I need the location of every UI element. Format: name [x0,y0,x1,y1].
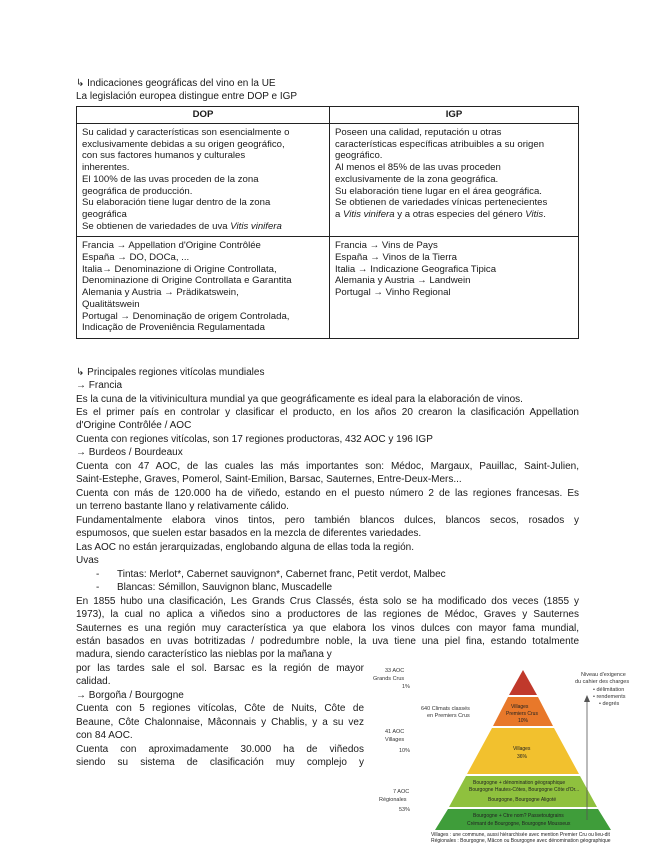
paragraph-line: Saint-Estephe, Graves, Pomerol, Saint-Emilion, Barsac, Sauternes, Entre-Deux-Mers... [76,474,462,485]
tier5-label-b: Crémant de Bourgogne, Bourgogne Mousseux [467,821,571,827]
paragraph-line: Beaune, Côte Chalonnaise, Mâconnais y Chablis, y a su vez [76,717,364,728]
legend-title-b: du cahier des charges [575,679,630,685]
tier2-label-c: 10% [518,718,529,724]
bullet-tintas: Tintas: Merlot*, Cabernet sauvignon*, Cabernet franc, Petit verdot, Malbec [117,569,446,580]
paragraph-line: con 84 AOC. [76,730,133,741]
paragraph-line: 1973), la cual no aplica a viñedos sino a productores de las regiones de Médoc, Graves y Sauternes [76,609,579,620]
bullet-dash: - [96,582,100,593]
label-grands-crus-count: 33 AOC [385,668,405,674]
dop-description-cell: Su calidad y características son esencialmente o exclusivamente debidas a su origen geográfico, con sus factores humanos y culturales inherentes. El 100% de las uvas proceden de la zona geográfica de producción. Su elaboración tiene lugar dentro de la zona geográfica Se obtienen de variedades de uva Vitis vinifera [77,124,330,237]
paragraph-line: Sauternes es una región muy característica ya que elabora los vinos dulces con mayor fama mundial, [76,623,579,634]
tier3-label-a: Villages [513,746,531,752]
tier4-label-c: Bourgogne, Bourgogne Aligoté [488,797,557,803]
bullet-blancas: Blancas: Sémillon, Sauvignon blanc, Muscadelle [117,582,333,593]
label-regionales: Régionales [379,797,407,803]
paragraph-line: Cuenta con regiones vitícolas, son 17 regiones productoras, 432 AOC y 196 IGP [76,434,433,445]
subheading-burdeos: → Burdeos / Bourdeaux [76,447,183,458]
tier5-label-a: Bourgogne + Ctre nom? Passetoutgrains [473,813,564,819]
paragraph-line: por las tardes sale el sol. Barsac es la región de mayor [76,663,364,674]
header-dop: DOP [77,107,330,124]
tier4-label-b: Bourgogne Hautes-Côtes, Bourgogne Côte d'Or... [469,787,580,793]
label-villages: Villages [385,737,405,743]
label-regionales-count: 7 AOC [393,789,410,795]
dop-igp-table [76,106,579,339]
heading-wine-regions: ↳ Principales regiones vitícolas mundiales [76,367,265,378]
legend-item-delimitation: • délimitation [593,687,625,693]
paragraph-line: Es la cuna de la vitivinicultura mundial ya que geográficamente es ideal para la elaboración de vinos. [76,394,523,405]
arrow-up-icon [584,695,590,702]
table-row [77,124,579,237]
label-regionales-share: 53% [399,807,411,813]
label-grands-crus: Grands Crus [373,676,405,682]
subheading-francia: → Francia [76,380,123,391]
label-premiers-crus-b: en Premiers Crus [427,713,470,719]
heading-geographic-indications: ↳ Indicaciones geográficas del vino en la UE [76,78,276,89]
tier2-label-a: Villages [511,704,529,710]
legend-item-rendements: • rendements [593,694,626,700]
paragraph-line: d'Origine Contrôlée / AOC [76,420,192,431]
label-grands-crus-share: 1% [402,684,410,690]
paragraph-line: Es el primer país en controlar y clasificar el producto, en los años 20 crearon la clasificación Appellation [76,407,579,418]
label-villages-count: 41 AOC [385,729,405,735]
legend-item-degres: • degrés [599,701,620,707]
paragraph-line: Cuenta con aproximadamente 30.000 ha de viñedos [76,744,364,755]
paragraph-line: Cuenta con 47 AOC, de las cuales las más importantes son: Médoc, Margaux, Pauillac, Saint-Julien, [76,461,579,472]
igp-names-cell: Francia → Vins de Pays España → Vinos de la Tierra Italia → Indicazione Geografica Tipica Alemania y Austria → Landwein Portugal → Vinho Regional [330,237,579,339]
subheading-borgona: → Borgoña / Bourgogne [76,690,184,701]
paragraph-line: están basados en uvas botritizadas / podredumbre noble, la uva tiene una piel fina, estando totalmente [76,636,579,647]
paragraph-line: Cuenta con 5 regiones vitícolas, Côte de Nuits, Côte de [76,703,364,714]
igp-description-cell: Poseen una calidad, reputación u otras características específicas atribuibles a su origen geográfico. Al menos el 85% de las uvas proceden exclusivamente de la zona geográfica. Su elaboración tiene lugar en el área geográfica. Se obtienen de variedades vínicas pertenecientes a Vitis vinifera y a otras especies del género Vitis. [330,124,579,237]
paragraph-line: espumosos, que suelen estar basados en la mezcla de diferentes variedades. [76,528,422,539]
paragraph-line: siendo su sistema de clasificación muy complejo y [76,757,364,768]
table-row [77,237,579,339]
subheading-dop-igp: La legislación europea distingue entre DOP e IGP [76,91,298,102]
paragraph-line: madura, siendo característico las nieblas por la mañana y [76,649,332,660]
header-igp: IGP [330,107,579,124]
footnote-villages: Villages : une commune, aussi hiérarchisée avec mention Premier Cru ou lieu-dit [431,832,610,838]
table-header-row [77,107,579,124]
dop-names-cell: Francia → Appellation d'Origine Contrôlée España → DO, DOCa, ... Italia→ Denominazione di Origine Controllata, Denominazione di Origine Controllata e Garantita Alemania y Austria → Prädikatswein, Qualitätswein Portugal → Denominação de origem Controlada, Indicação de Proveniência Regulamentada [77,237,330,339]
paragraph-line: Cuenta con más de 120.000 ha de viñedo, estando en el puesto número 2 de las regiones francesas. Es [76,488,579,499]
paragraph-line: En 1855 hubo una clasificación, Les Grands Crus Classés, ésta solo se ha modificado dos veces (1855 y [76,596,579,607]
paragraph-line: calidad. [76,676,111,687]
paragraph-line: un terreno bastante llano y relativamente cálido. [76,501,289,512]
paragraph-line: Las AOC no están jerarquizadas, englobando alguna de ellas toda la región. [76,542,415,553]
tier4-label-a: Bourgogne + dénomination géographique [473,780,566,786]
paragraph-line: Uvas [76,555,99,566]
legend-title-a: Niveau d'exigence [581,672,626,678]
burgundy-classification-pyramid [365,660,655,845]
tier3-label-b: 36% [517,754,528,760]
pyramid-tier-grands-crus [509,670,537,695]
tier2-label-b: Premiers Crus [506,711,538,717]
label-premiers-crus-a: 640 Climats classés [421,706,470,712]
footnote-regionales: Régionales : Bourgogne, Mâcon ou Bourgogne avec dénomination géographique [431,838,611,844]
bullet-dash: - [96,569,100,580]
label-villages-share: 10% [399,748,411,754]
paragraph-line: Fundamentalmente elabora vinos tintos, pero también blancos dulces, blancos secos, rosados y [76,515,579,526]
